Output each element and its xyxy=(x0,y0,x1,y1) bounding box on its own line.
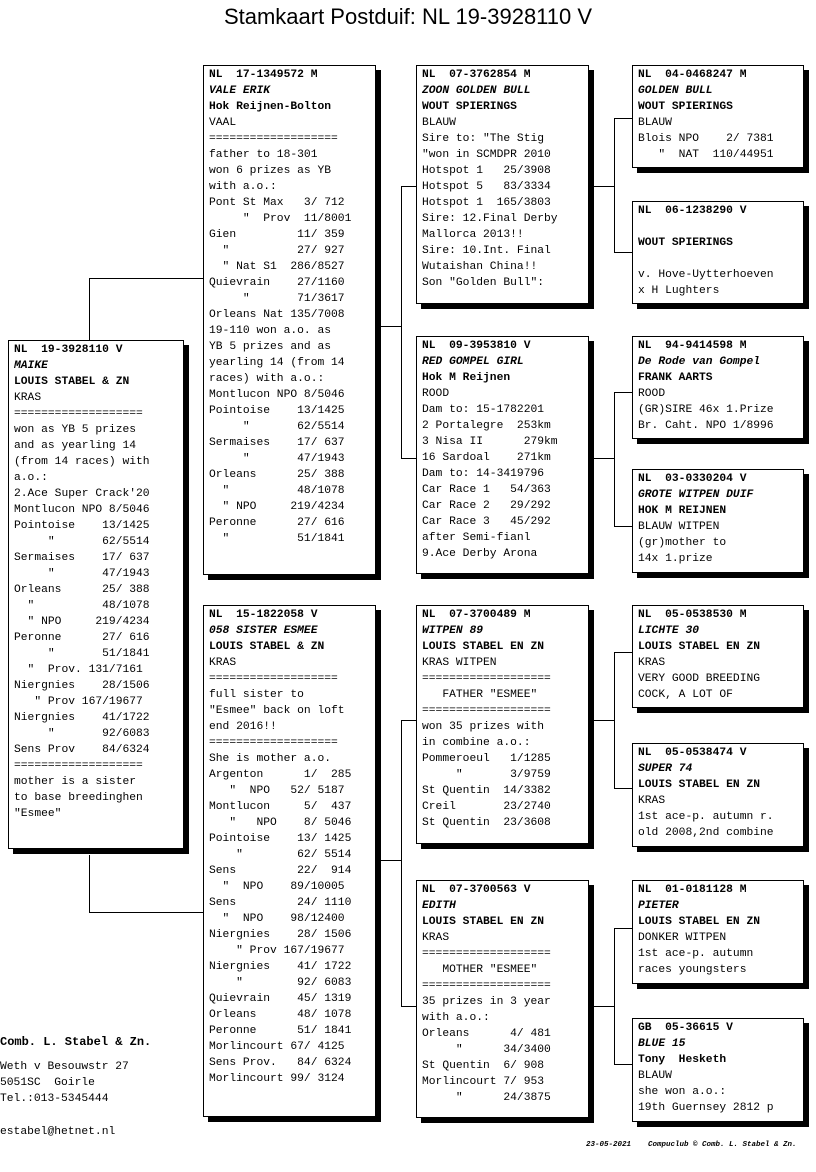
card-text-line: =================== xyxy=(14,760,143,772)
card-text-line: Pommeroeul 1/1285 xyxy=(422,753,551,765)
card-text-line: Montlucon NPO 8/5046 xyxy=(14,504,150,516)
pigeon-card-main xyxy=(8,340,184,849)
card-text-line: " 71/3617 xyxy=(209,293,345,305)
card-text-line: Niergnies 41/ 1722 xyxy=(209,961,352,973)
card-text-line: races) with a.o.: xyxy=(209,373,325,385)
card-text-line: Hotspot 1 165/3803 xyxy=(422,197,551,209)
pigeon-card-father xyxy=(203,65,376,575)
card-text-line: Dam to: 14-3419796 xyxy=(422,468,545,480)
card-text-line: " NPO 52/ 5187 xyxy=(209,785,345,797)
card-text-line: full sister to xyxy=(209,689,304,701)
card-text-line: Dam to: 15-1782201 xyxy=(422,404,545,416)
card-text-line: Sire: 12.Final Derby xyxy=(422,213,558,225)
card-text-line: Pointoise 13/1425 xyxy=(14,520,150,532)
card-text-line: Orleans 25/ 388 xyxy=(14,584,150,596)
owner-name: FRANK AARTS xyxy=(638,372,713,384)
owner-name: Hok Reijnen-Bolton xyxy=(209,101,332,113)
pigeon-card-mother-mother xyxy=(416,880,589,1118)
card-text-line: won 6 prizes as YB xyxy=(209,165,332,177)
card-text-line: Mallorca 2013!! xyxy=(422,229,524,241)
card-text-line: " Nat S1 286/8527 xyxy=(209,261,345,273)
card-text-line: Gien 11/ 359 xyxy=(209,229,345,241)
card-text-line: Sire to: "The Stig xyxy=(422,133,545,145)
card-text-line: Blois NPO 2/ 7381 xyxy=(638,133,774,145)
owner-name: LOUIS STABEL EN ZN xyxy=(422,641,545,653)
card-text-line: COCK, A LOT OF xyxy=(638,689,733,701)
connector-f-v xyxy=(401,186,402,458)
connector-main-up xyxy=(89,278,90,340)
connector-fm-down xyxy=(614,526,633,527)
card-text-line: =================== xyxy=(209,133,338,145)
card-text-line: YB 5 prizes and as xyxy=(209,341,332,353)
card-text-line: =================== xyxy=(14,408,143,420)
card-text-line: races youngsters xyxy=(638,964,747,976)
footer-credit: Compuclub © Comb. L. Stabel & Zn. xyxy=(648,1141,797,1149)
card-text-line: Morlincourt 7/ 953 xyxy=(422,1076,545,1088)
page-title: Stamkaart Postduif: NL 19-3928110 V xyxy=(223,4,593,29)
pigeon-name: GOLDEN BULL xyxy=(638,85,713,97)
pigeon-name: EDITH xyxy=(422,900,456,912)
card-text-line: KRAS xyxy=(209,657,237,669)
card-text-line: =================== xyxy=(209,737,338,749)
ring-number: NL 05-0538530 M xyxy=(638,609,747,621)
pigeon-name: LICHTE 30 xyxy=(638,625,700,637)
card-text-line: 2.Ace Super Crack'20 xyxy=(14,488,150,500)
ring-number: NL 06-1238290 V xyxy=(638,205,747,217)
card-text-line: " NPO 219/4234 xyxy=(14,616,150,628)
card-text-line: KRAS xyxy=(14,392,42,404)
ring-number: GB 05-36615 V xyxy=(638,1022,733,1034)
owner-name: Tony Hesketh xyxy=(638,1054,727,1066)
footer-city: 5051SC Goirle xyxy=(0,1077,95,1089)
pigeon-card-mfm xyxy=(632,743,804,847)
card-text-line: mother is a sister xyxy=(14,776,137,788)
card-text-line: " 24/3875 xyxy=(422,1092,551,1104)
card-text-line: 9.Ace Derby Arona xyxy=(422,548,538,560)
connector-main-up-h xyxy=(89,278,204,279)
card-text-line: Sens 24/ 1110 xyxy=(209,897,352,909)
card-text-line: (GR)SIRE 46x 1.Prize xyxy=(638,404,774,416)
card-text-line: Orleans 25/ 388 xyxy=(209,469,345,481)
card-text-line: " 34/3400 xyxy=(422,1044,551,1056)
owner-name: LOUIS STABEL EN ZN xyxy=(422,916,545,928)
owner-name: LOUIS STABEL & ZN xyxy=(209,641,325,653)
card-text-line: "won in SCMDPR 2010 xyxy=(422,149,551,161)
card-text-line: 16 Sardoal 271km xyxy=(422,452,551,464)
card-text-line: " 48/1078 xyxy=(209,485,345,497)
card-text-line: Niergnies 28/1506 xyxy=(14,680,150,692)
card-text-line: BLAUW xyxy=(422,117,456,129)
card-text-line: " 92/6083 xyxy=(14,728,150,740)
card-text-line: Son "Golden Bull": xyxy=(422,277,545,289)
card-text-line: Orleans 4/ 481 xyxy=(422,1028,551,1040)
card-text-line: Car Race 1 54/363 xyxy=(422,484,551,496)
pigeon-card-fff xyxy=(632,65,804,168)
ring-number: NL 15-1822058 V xyxy=(209,609,318,621)
card-text-line: " 92/ 6083 xyxy=(209,977,352,989)
pigeon-card-mff xyxy=(632,605,804,708)
owner-name: Hok M Reijnen xyxy=(422,372,511,384)
card-text-line: to base breedinghen xyxy=(14,792,143,804)
card-text-line: 2 Portalegre 253km xyxy=(422,420,551,432)
card-text-line: =================== xyxy=(422,980,551,992)
connector-mm-down xyxy=(614,1064,633,1065)
ring-number: NL 05-0538474 V xyxy=(638,747,747,759)
pigeon-name: MAIKE xyxy=(14,360,48,372)
card-text-line: Hotspot 1 25/3908 xyxy=(422,165,551,177)
ring-number: NL 09-3953810 V xyxy=(422,340,531,352)
card-text-line: " 62/ 5514 xyxy=(209,849,352,861)
card-text-line: Sermaises 17/ 637 xyxy=(209,437,345,449)
footer-date: 23-05-2021 xyxy=(586,1141,632,1149)
card-text-line: " NPO 98/12400 xyxy=(209,913,345,925)
card-text-line: she won a.o.: xyxy=(638,1086,727,1098)
owner-name: WOUT SPIERINGS xyxy=(638,237,733,249)
card-text-line: DONKER WITPEN xyxy=(638,932,727,944)
card-text-line: and as yearling 14 xyxy=(14,440,137,452)
card-text-line: =================== xyxy=(422,948,551,960)
card-text-line: (gr)mother to xyxy=(638,537,727,549)
pigeon-name: 058 SISTER ESMEE xyxy=(209,625,318,637)
card-text-line: Sire: 10.Int. Final xyxy=(422,245,551,257)
card-text-line: " NAT 110/44951 xyxy=(638,149,774,161)
card-text-line: old 2008,2nd combine xyxy=(638,827,774,839)
footer-company: Comb. L. Stabel & Zn. xyxy=(0,1035,152,1049)
card-text-line: "Esmee" back on loft xyxy=(209,705,345,717)
connector-fm-h xyxy=(594,458,614,459)
card-text-line: Sens 22/ 914 xyxy=(209,865,352,877)
connector-m-v xyxy=(401,720,402,1006)
card-text-line: Peronne 27/ 616 xyxy=(209,517,345,529)
card-text-line: Sens Prov. 84/ 6324 xyxy=(209,1057,352,1069)
pigeon-name: VALE ERIK xyxy=(209,85,271,97)
card-text-line: Peronne 51/ 1841 xyxy=(209,1025,352,1037)
card-text-line: " 62/5514 xyxy=(14,536,150,548)
card-text-line: " 3/9759 xyxy=(422,769,551,781)
connector-mm-h xyxy=(594,1006,614,1007)
ring-number: NL 19-3928110 V xyxy=(14,344,123,356)
connector-f-h xyxy=(381,326,401,327)
pigeon-name: WITPEN 89 xyxy=(422,625,484,637)
card-text-line: KRAS WITPEN xyxy=(422,657,497,669)
card-text-line: =================== xyxy=(422,705,551,717)
card-text-line: ROOD xyxy=(638,388,666,400)
card-text-line: Sermaises 17/ 637 xyxy=(14,552,150,564)
pigeon-name: SUPER 74 xyxy=(638,763,693,775)
card-text-line: after Semi-fianl xyxy=(422,532,531,544)
card-text-line: St Quentin 6/ 908 xyxy=(422,1060,545,1072)
pigeon-name: GROTE WITPEN DUIF xyxy=(638,489,754,501)
card-text-line: Argenton 1/ 285 xyxy=(209,769,352,781)
card-text-line: v. Hove-Uytterhoeven xyxy=(638,269,774,281)
card-text-line: 19-110 won a.o. as xyxy=(209,325,332,337)
pigeon-card-fmf xyxy=(632,336,804,439)
card-text-line: " Prov 167/19677 xyxy=(14,696,143,708)
card-text-line: a.o.: xyxy=(14,472,48,484)
card-text-line: Quievrain 45/ 1319 xyxy=(209,993,352,1005)
card-text-line: BLAUW xyxy=(638,1070,672,1082)
pigeon-card-mother xyxy=(203,605,376,1117)
card-text-line: BLAUW xyxy=(638,117,672,129)
connector-fm-up xyxy=(614,392,633,393)
card-text-line: Niergnies 41/1722 xyxy=(14,712,150,724)
footer-phone: Tel.:013-5345444 xyxy=(0,1093,109,1105)
card-text-line: 1st ace-p. autumn xyxy=(638,948,754,960)
card-text-line: " NPO 89/10005 xyxy=(209,881,345,893)
card-text-line: " 47/1943 xyxy=(209,453,345,465)
card-text-line: 19th Guernsey 2812 p xyxy=(638,1102,774,1114)
pigeon-name: RED GOMPEL GIRL xyxy=(422,356,524,368)
pigeon-name: De Rode van Gompel xyxy=(638,356,761,368)
connector-f-up xyxy=(401,186,417,187)
card-text-line: " Prov 167/19677 xyxy=(209,945,345,957)
ring-number: NL 94-9414598 M xyxy=(638,340,747,352)
owner-name: LOUIS STABEL EN ZN xyxy=(638,916,761,928)
card-text-line: Pointoise 13/ 1425 xyxy=(209,833,352,845)
card-text-line: with a.o.: xyxy=(422,1012,490,1024)
card-text-line: Pointoise 13/1425 xyxy=(209,405,345,417)
connector-ff-v xyxy=(614,118,615,252)
card-text-line: =================== xyxy=(422,673,551,685)
card-text-line: " 51/1841 xyxy=(14,648,150,660)
pigeon-card-father-mother xyxy=(416,336,589,574)
connector-ff-h xyxy=(594,186,614,187)
owner-name: HOK M REIJNEN xyxy=(638,505,727,517)
connector-m-up xyxy=(401,720,417,721)
card-text-line: " 27/ 927 xyxy=(209,245,345,257)
card-text-line: Creil 23/2740 xyxy=(422,801,551,813)
card-text-line xyxy=(638,251,803,267)
card-text-line: x H Lughters xyxy=(638,285,720,297)
card-text-line: with a.o.: xyxy=(209,181,277,193)
connector-mf-v xyxy=(614,652,615,788)
card-text-line: father to 18-301 xyxy=(209,149,318,161)
card-text-line: end 2016!! xyxy=(209,721,277,733)
ring-number: NL 01-0181128 M xyxy=(638,884,747,896)
card-text-line: " 47/1943 xyxy=(14,568,150,580)
card-text-line: Morlincourt 99/ 3124 xyxy=(209,1073,345,1085)
owner-name: WOUT SPIERINGS xyxy=(422,101,517,113)
card-text-line: won 35 prizes with xyxy=(422,721,545,733)
card-text-line: KRAS xyxy=(638,795,666,807)
card-text-line: " Prov. 131/7161 xyxy=(14,664,143,676)
pigeon-name: ZOON GOLDEN BULL xyxy=(422,85,531,97)
card-text-line: won as YB 5 prizes xyxy=(14,424,137,436)
pigeon-card-mother-father xyxy=(416,605,589,844)
connector-mf-down xyxy=(614,788,633,789)
card-text-line: MOTHER "ESMEE" xyxy=(422,964,538,976)
card-text-line: Montlucon 5/ 437 xyxy=(209,801,352,813)
card-text-line: " NPO 8/ 5046 xyxy=(209,817,352,829)
card-text-line: 14x 1.prize xyxy=(638,553,713,565)
ring-number: NL 04-0468247 M xyxy=(638,69,747,81)
pigeon-card-ffm xyxy=(632,201,804,304)
card-text-line: Wutaishan China!! xyxy=(422,261,538,273)
ring-number: NL 03-0330204 V xyxy=(638,473,747,485)
card-text-line: She is mother a.o. xyxy=(209,753,332,765)
connector-m-h xyxy=(381,860,401,861)
owner-name: LOUIS STABEL & ZN xyxy=(14,376,130,388)
card-text-line: " Prov 11/8001 xyxy=(209,213,352,225)
card-text-line: St Quentin 23/3608 xyxy=(422,817,551,829)
ring-number: NL 07-3762854 M xyxy=(422,69,531,81)
card-text-line: Niergnies 28/ 1506 xyxy=(209,929,352,941)
connector-fm-v xyxy=(614,392,615,526)
connector-mm-v xyxy=(614,928,615,1064)
ring-number: NL 07-3700489 M xyxy=(422,609,531,621)
footer-email[interactable]: estabel@hetnet.nl xyxy=(0,1126,116,1138)
card-text-line: Car Race 3 45/292 xyxy=(422,516,551,528)
card-text-line: KRAS xyxy=(638,657,666,669)
pigeon-card-father-father xyxy=(416,65,589,304)
owner-name: LOUIS STABEL EN ZN xyxy=(638,779,761,791)
footer-street: Weth v Besouwstr 27 xyxy=(0,1061,129,1073)
card-text-line: " 48/1078 xyxy=(14,600,150,612)
pigeon-card-mmm xyxy=(632,1018,804,1122)
card-text-line: KRAS xyxy=(422,932,450,944)
card-text-line: 1st ace-p. autumn r. xyxy=(638,811,774,823)
pigeon-card-fmm xyxy=(632,469,804,573)
card-text-line: ROOD xyxy=(422,388,450,400)
connector-main-down-h xyxy=(89,912,204,913)
card-text-line: VAAL xyxy=(209,117,237,129)
card-text-line: in combine a.o.: xyxy=(422,737,531,749)
card-text-line: yearling 14 (from 14 xyxy=(209,357,345,369)
pigeon-name: BLUE 15 xyxy=(638,1038,686,1050)
card-text-line: 3 Nisa II 279km xyxy=(422,436,558,448)
owner-name: WOUT SPIERINGS xyxy=(638,101,733,113)
pigeon-name xyxy=(638,219,803,235)
pigeon-card-mmf xyxy=(632,880,804,984)
connector-m-down xyxy=(401,1006,417,1007)
owner-name: LOUIS STABEL EN ZN xyxy=(638,641,761,653)
connector-mf-h xyxy=(594,720,614,721)
connector-main-down xyxy=(89,855,90,912)
ring-number: NL 17-1349572 M xyxy=(209,69,318,81)
ring-number: NL 07-3700563 V xyxy=(422,884,531,896)
card-text-line: VERY GOOD BREEDING xyxy=(638,673,761,685)
card-text-line: 35 prizes in 3 year xyxy=(422,996,551,1008)
card-text-line: FATHER "ESMEE" xyxy=(422,689,538,701)
card-text-line: " 62/5514 xyxy=(209,421,345,433)
card-text-line: Quievrain 27/1160 xyxy=(209,277,345,289)
card-text-line: St Quentin 14/3382 xyxy=(422,785,551,797)
card-text-line: "Esmee" xyxy=(14,808,62,820)
card-text-line: Car Race 2 29/292 xyxy=(422,500,551,512)
card-text-line: Hotspot 5 83/3334 xyxy=(422,181,551,193)
pigeon-name: PIETER xyxy=(638,900,679,912)
card-text-line: " 51/1841 xyxy=(209,533,345,545)
connector-mm-up xyxy=(614,928,633,929)
card-text-line: (from 14 races) with xyxy=(14,456,150,468)
card-text-line: Orleans 48/ 1078 xyxy=(209,1009,352,1021)
card-text-line: =================== xyxy=(209,673,338,685)
card-text-line: Montlucon NPO 8/5046 xyxy=(209,389,345,401)
card-text-line: Morlincourt 67/ 4125 xyxy=(209,1041,345,1053)
card-text-line: Pont St Max 3/ 712 xyxy=(209,197,345,209)
connector-f-down xyxy=(401,458,417,459)
card-text-line: BLAUW WITPEN xyxy=(638,521,720,533)
card-text-line: Br. Caht. NPO 1/8996 xyxy=(638,420,774,432)
connector-mf-up xyxy=(614,652,633,653)
card-text-line: " NPO 219/4234 xyxy=(209,501,345,513)
card-text-line: Sens Prov 84/6324 xyxy=(14,744,150,756)
connector-ff-up xyxy=(614,118,633,119)
connector-ff-down xyxy=(614,252,633,253)
card-text-line: Orleans Nat 135/7008 xyxy=(209,309,345,321)
card-text-line: Peronne 27/ 616 xyxy=(14,632,150,644)
